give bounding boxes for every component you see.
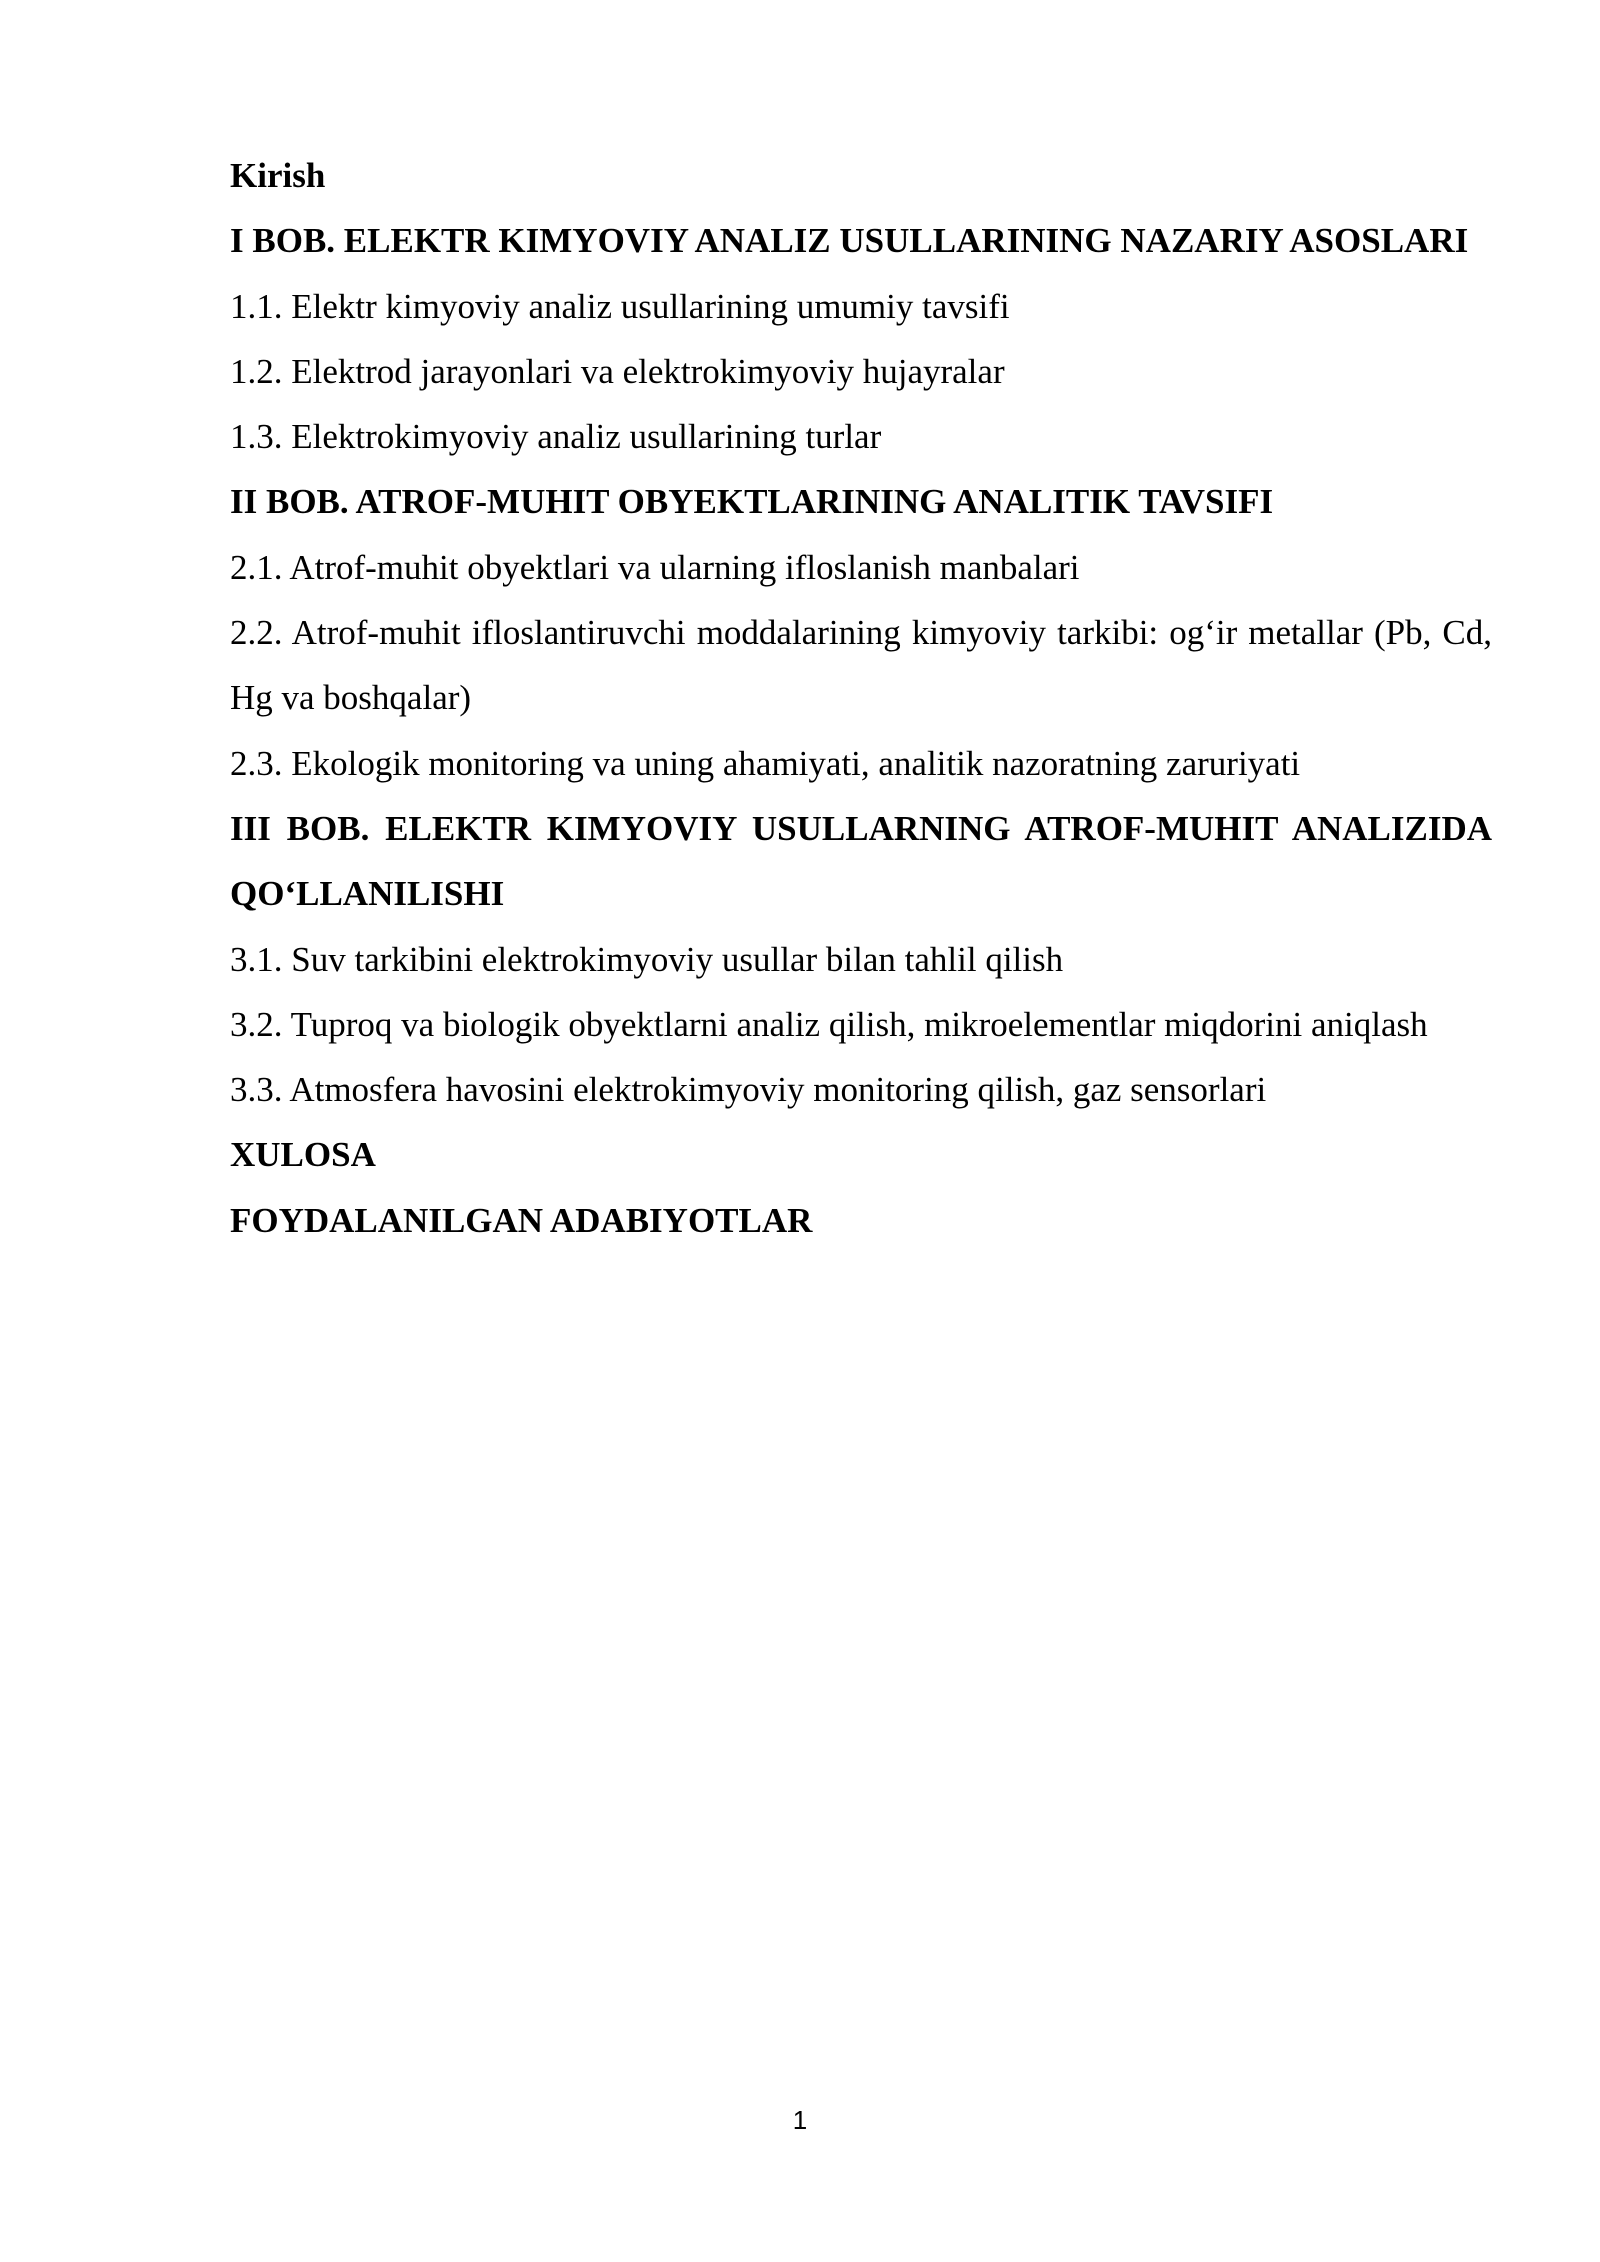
toc-conclusion: XULOSA	[230, 1135, 376, 1175]
toc-section-1-3: 1.3. Elektrokimyoviy analiz usullarining turlar	[230, 417, 882, 457]
table-of-contents	[230, 143, 1492, 1253]
toc-introduction: Kirish	[230, 156, 326, 195]
toc-section-1-1: 1.1. Elektr kimyoviy analiz usullarining umumiy tavsifi	[230, 286, 1010, 326]
toc-chapter-3-title: III BOB. ELEKTR KIMYOVIY USULLARNING ATROF-MUHIT ANALIZIDA QO‘LLANILISHI	[230, 808, 1492, 914]
toc-section-3-3: 3.3. Atmosfera havosini elektrokimyoviy monitoring qilish, gaz sensorlari	[230, 1070, 1267, 1110]
toc-chapter-2-title: II BOB. ATROF-MUHIT OBYEKTLARINING ANALITIK TAVSIFI	[230, 482, 1274, 522]
toc-section-1-2: 1.2. Elektrod jarayonlari va elektrokimyoviy hujayralar	[230, 351, 1005, 391]
page-number: 1	[792, 2105, 808, 2135]
toc-section-3-1: 3.1. Suv tarkibini elektrokimyoviy usullar bilan tahlil qilish	[230, 939, 1064, 979]
toc-chapter-1-title: I BOB. ELEKTR KIMYOVIY ANALIZ USULLARINING NAZARIY ASOSLARI	[230, 221, 1469, 261]
toc-references: FOYDALANILGAN ADABIYOTLAR	[230, 1200, 813, 1240]
toc-section-3-2: 3.2. Tuproq va biologik obyektlarni analiz qilish, mikroelementlar miqdorini aniqlash	[230, 1004, 1428, 1044]
toc-section-2-2: 2.2. Atrof-muhit ifloslantiruvchi moddalarining kimyoviy tarkibi: og‘ir metallar (Pb, Cd, Hg va boshqalar)	[230, 613, 1492, 718]
toc-section-2-3: 2.3. Ekologik monitoring va uning ahamiyati, analitik nazoratning zaruriyati	[230, 743, 1301, 783]
toc-section-2-1: 2.1. Atrof-muhit obyektlari va ularning ifloslanish manbalari	[230, 547, 1080, 587]
